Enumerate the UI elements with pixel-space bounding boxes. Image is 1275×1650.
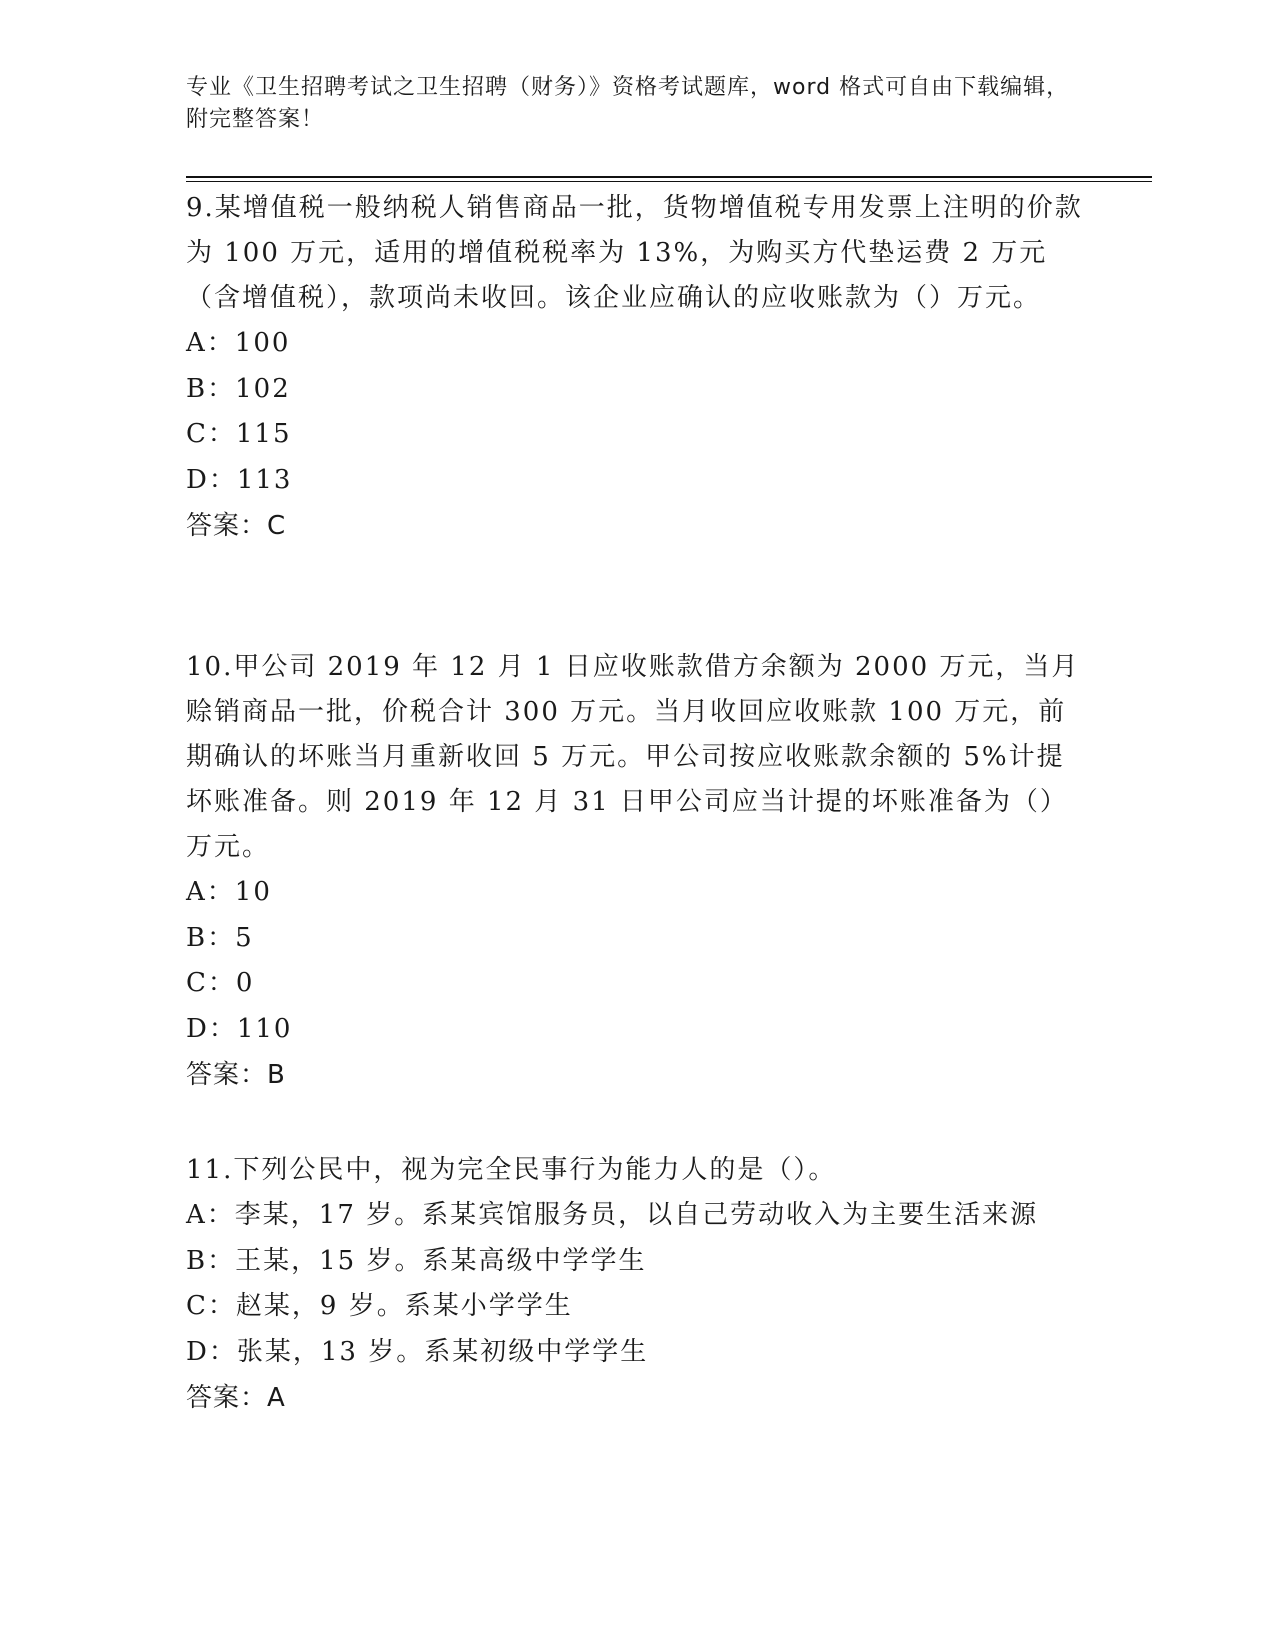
answer-line: 答案：B [186, 1060, 286, 1090]
option-d: D：113 [186, 464, 293, 495]
option-a: A：100 [186, 328, 291, 358]
header-text: 专业《卫生招聘考试之卫生招聘（财务）》资格考试题库，word 格式可自由下载编辑，附完整答案！ [186, 75, 1070, 132]
answer-line: 答案：A [186, 1383, 286, 1413]
option-b: B：5 [186, 922, 254, 953]
question-10 [186, 645, 1086, 1098]
option-c: C：0 [186, 968, 255, 998]
option-a: A：10 [186, 877, 272, 907]
option-a: A：李某，17 岁。系某宾馆服务员，以自己劳动收入为主要生活来源 [186, 1200, 1039, 1230]
document-header [186, 72, 1086, 136]
question-9 [186, 186, 1086, 549]
option-b: B：王某，15 岁。系某高级中学学生 [186, 1245, 647, 1276]
option-c: C：115 [186, 419, 292, 449]
question-stem: 11.下列公民中，视为完全民事行为能力人的是（）。 [186, 1155, 837, 1185]
option-d: D：110 [186, 1013, 293, 1044]
question-stem: 10.甲公司 2019 年 12 月 1 日应收账款借方余额为 2000 万元，当月赊销商品一批，价税合计 300 万元。当月收回应收账款 100 万元，前期确认的坏账当月重新收回 5 万元。甲公司按应收账款余额的 5%计提坏账准备。则 2019 年 12 月 31 日甲公司应当计提的坏账准备为（）万元。 [186, 652, 1080, 862]
question-stem: 9.某增值税一般纳税人销售商品一批，货物增值税专用发票上注明的价款为 100 万元，适用的增值税税率为 13%，为购买方代垫运费 2 万元（含增值税），款项尚未收回。该企业应确认的应收账款为（）万元。 [186, 193, 1083, 313]
header-divider-thick [186, 176, 1152, 178]
header-divider-thin [186, 181, 1152, 182]
option-c: C：赵某，9 岁。系某小学学生 [186, 1291, 573, 1321]
option-b: B：102 [186, 373, 291, 404]
option-d: D：张某，13 岁。系某初级中学学生 [186, 1336, 649, 1367]
answer-line: 答案：C [186, 511, 287, 541]
question-11 [186, 1148, 1086, 1421]
